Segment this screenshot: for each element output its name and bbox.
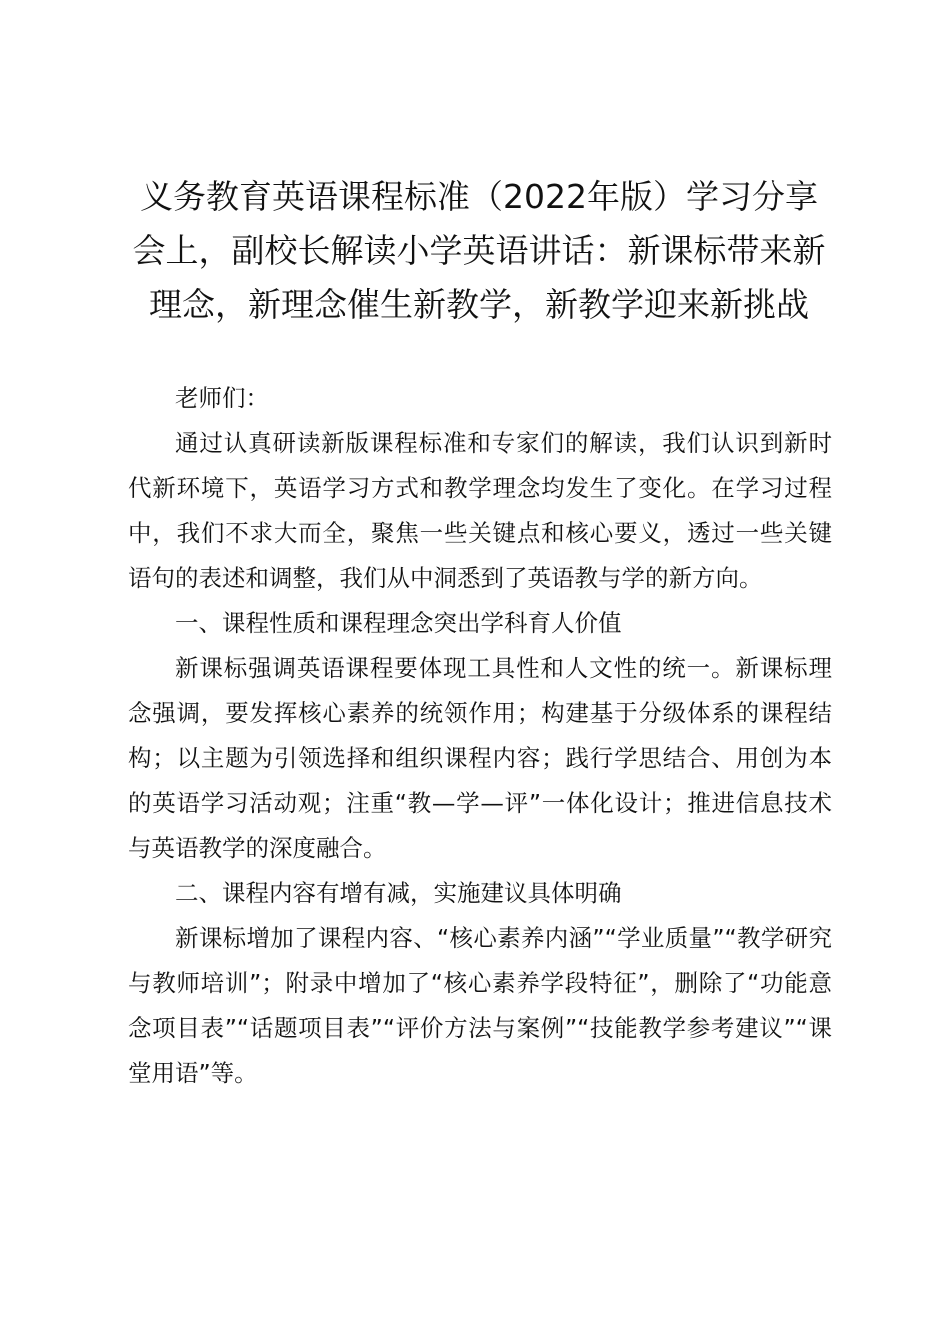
paragraph-section-2: 新课标增加了课程内容、“核心素养内涵”“学业质量”“教学研究与教师培训”；附录中增加了“核心素养学段特征”，删除了“功能意念项目表”“话题项目表”“评价方法与案例”“技能教学参考建议”“课堂用语”等。 [128,924,832,1087]
paragraph-section-1: 新课标强调英语课程要体现工具性和人文性的统一。新课标理念强调，要发挥核心素养的统领作用；构建基于分级体系的课程结构；以主题为引领选择和组织课程内容；践行学思结合、用创为本的英语学习活动观；注重“教—学—评”一体化设计；推进信息技术与英语教学的深度融合。 [128,654,832,862]
section-heading-2: 二、课程内容有增有减，实施建议具体明确 [175,879,622,907]
document-title: 义务教育英语课程标准（2022年版）学习分享会上，副校长解读小学英语讲话：新课标带来新理念，新理念催生新教学，新教学迎来新挑战 [132,177,826,324]
salutation: 老师们： [175,384,269,412]
section-heading-1: 一、课程性质和课程理念突出学科育人价值 [175,609,622,637]
paragraph-intro: 通过认真研读新版课程标准和专家们的解读，我们认识到新时代新环境下，英语学习方式和教学理念均发生了变化。在学习过程中，我们不求大而全，聚焦一些关键点和核心要义，透过一些关键语句的表述和调整，我们从中洞悉到了英语教与学的新方向。 [128,429,832,592]
document-body [128,376,832,1096]
